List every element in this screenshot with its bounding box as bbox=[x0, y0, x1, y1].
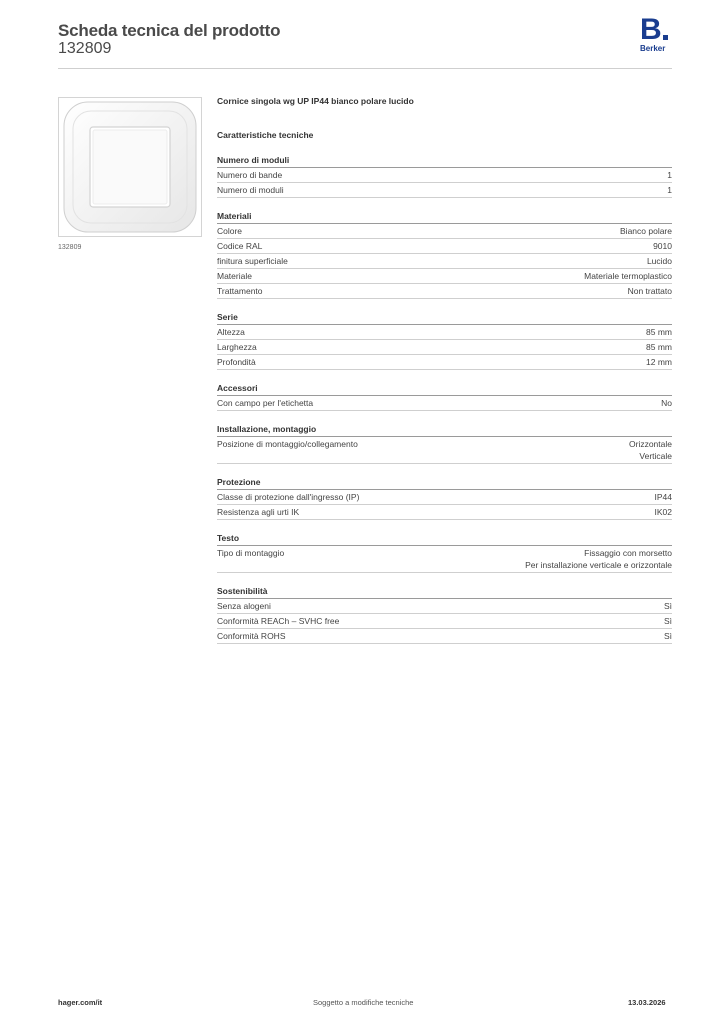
spec-row bbox=[217, 505, 672, 520]
spec-row bbox=[217, 599, 672, 614]
spec-group bbox=[217, 382, 672, 411]
spec-label: Colore bbox=[217, 226, 243, 236]
spec-label: Numero di moduli bbox=[217, 185, 284, 195]
spec-label: Conformità ROHS bbox=[217, 631, 286, 641]
spec-value-line: 1 bbox=[667, 185, 672, 195]
spec-value bbox=[655, 491, 673, 503]
spec-label: Numero di bande bbox=[217, 170, 283, 180]
spec-value-line: 85 mm bbox=[646, 342, 672, 352]
spec-group-title: Materiali bbox=[217, 210, 672, 224]
spec-value-line: No bbox=[661, 398, 672, 408]
spec-row bbox=[217, 183, 672, 198]
spec-label: Tipo di montaggio bbox=[217, 548, 285, 558]
footer-disclaimer: Soggetto a modifiche tecniche bbox=[313, 998, 414, 1007]
product-image bbox=[58, 97, 202, 237]
spec-label: finitura superficiale bbox=[217, 256, 288, 266]
product-name: Cornice singola wg UP IP44 bianco polare lucido bbox=[217, 96, 414, 106]
spec-label: Profondità bbox=[217, 357, 256, 367]
spec-group-title: Protezione bbox=[217, 476, 672, 490]
spec-value bbox=[667, 184, 672, 196]
spec-value bbox=[620, 225, 672, 237]
spec-value-line: Fissaggio con morsetto bbox=[584, 548, 672, 558]
spec-group bbox=[217, 210, 672, 299]
spec-label: Classe di protezione dall'ingresso (IP) bbox=[217, 492, 360, 502]
spec-value bbox=[629, 438, 672, 462]
logo-letter: B bbox=[640, 13, 661, 46]
spec-group-title: Serie bbox=[217, 311, 672, 325]
berker-logo bbox=[638, 13, 676, 56]
spec-row bbox=[217, 269, 672, 284]
spec-value-line: IK02 bbox=[654, 507, 672, 517]
spec-value bbox=[667, 169, 672, 181]
spec-row bbox=[217, 355, 672, 370]
product-image-caption: 132809 bbox=[58, 244, 82, 251]
spec-value-line: Sì bbox=[663, 616, 672, 626]
spec-row bbox=[217, 224, 672, 239]
spec-value bbox=[653, 240, 672, 252]
spec-value bbox=[525, 547, 672, 571]
spec-group bbox=[217, 423, 672, 464]
spec-row bbox=[217, 437, 672, 464]
spec-group bbox=[217, 476, 672, 520]
spec-row bbox=[217, 490, 672, 505]
spec-value-line: Per installazione verticale e orizzontale bbox=[525, 560, 672, 570]
spec-value bbox=[664, 630, 672, 642]
spec-group-title: Sostenibilità bbox=[217, 585, 672, 599]
spec-value bbox=[664, 600, 672, 612]
spec-label: Posizione di montaggio/collegamento bbox=[217, 439, 358, 449]
spec-group-title: Numero di moduli bbox=[217, 154, 672, 168]
spec-value bbox=[628, 285, 672, 297]
spec-value-line: 85 mm bbox=[646, 327, 672, 337]
product-code: 132809 bbox=[58, 40, 112, 57]
spec-value-line: 12 mm bbox=[646, 357, 672, 367]
spec-group bbox=[217, 585, 672, 644]
spec-label: Trattamento bbox=[217, 286, 263, 296]
spec-value bbox=[584, 270, 672, 282]
section-title: Caratteristiche tecniche bbox=[217, 130, 314, 140]
logo-text: Berker bbox=[640, 44, 666, 53]
spec-label: Altezza bbox=[217, 327, 245, 337]
spec-label: Conformità REACh – SVHC free bbox=[217, 616, 340, 626]
footer-date: 13.03.2026 bbox=[628, 998, 666, 1007]
spec-value-line: Orizzontale bbox=[629, 439, 672, 449]
spec-value-line: IP44 bbox=[654, 492, 672, 502]
spec-value-line: Lucido bbox=[646, 256, 672, 266]
spec-row bbox=[217, 614, 672, 629]
spec-group bbox=[217, 154, 672, 198]
spec-group-title: Installazione, montaggio bbox=[217, 423, 672, 437]
spec-label: Codice RAL bbox=[217, 241, 263, 251]
spec-label: Resistenza agli urti IK bbox=[217, 507, 300, 517]
spec-row bbox=[217, 325, 672, 340]
spec-value bbox=[655, 506, 673, 518]
spec-group-title: Testo bbox=[217, 532, 672, 546]
spec-label: Con campo per l'etichetta bbox=[217, 398, 314, 408]
frame-illustration bbox=[59, 98, 201, 236]
footer-website: hager.com/it bbox=[58, 998, 103, 1007]
spec-row bbox=[217, 239, 672, 254]
spec-value-line: Bianco polare bbox=[620, 226, 672, 236]
header-divider bbox=[58, 68, 672, 69]
spec-row bbox=[217, 284, 672, 299]
spec-groups bbox=[217, 154, 672, 644]
spec-row bbox=[217, 396, 672, 411]
spec-row bbox=[217, 629, 672, 644]
spec-value bbox=[646, 356, 672, 368]
spec-value bbox=[646, 326, 672, 338]
spec-value bbox=[661, 397, 672, 409]
spec-value-line: 9010 bbox=[653, 241, 672, 251]
spec-value bbox=[664, 615, 672, 627]
logo-dot-icon bbox=[663, 35, 668, 40]
spec-label: Larghezza bbox=[217, 342, 257, 352]
spec-row bbox=[217, 254, 672, 269]
spec-row bbox=[217, 546, 672, 573]
spec-value bbox=[646, 341, 672, 353]
spec-content bbox=[217, 96, 672, 644]
spec-value-line: Materiale termoplastico bbox=[584, 271, 672, 281]
spec-value-line: Verticale bbox=[639, 451, 672, 461]
page-title: Scheda tecnica del prodotto bbox=[58, 21, 281, 40]
spec-value-line: 1 bbox=[667, 170, 672, 180]
spec-group bbox=[217, 311, 672, 370]
spec-row bbox=[217, 168, 672, 183]
spec-group bbox=[217, 532, 672, 573]
spec-label: Senza alogeni bbox=[217, 601, 271, 611]
spec-row bbox=[217, 340, 672, 355]
spec-value bbox=[647, 255, 672, 267]
spec-label: Materiale bbox=[217, 271, 252, 281]
spec-value-line: Sì bbox=[663, 631, 672, 641]
spec-value-line: Sì bbox=[663, 601, 672, 611]
spec-group-title: Accessori bbox=[217, 382, 672, 396]
spec-value-line: Non trattato bbox=[627, 286, 672, 296]
